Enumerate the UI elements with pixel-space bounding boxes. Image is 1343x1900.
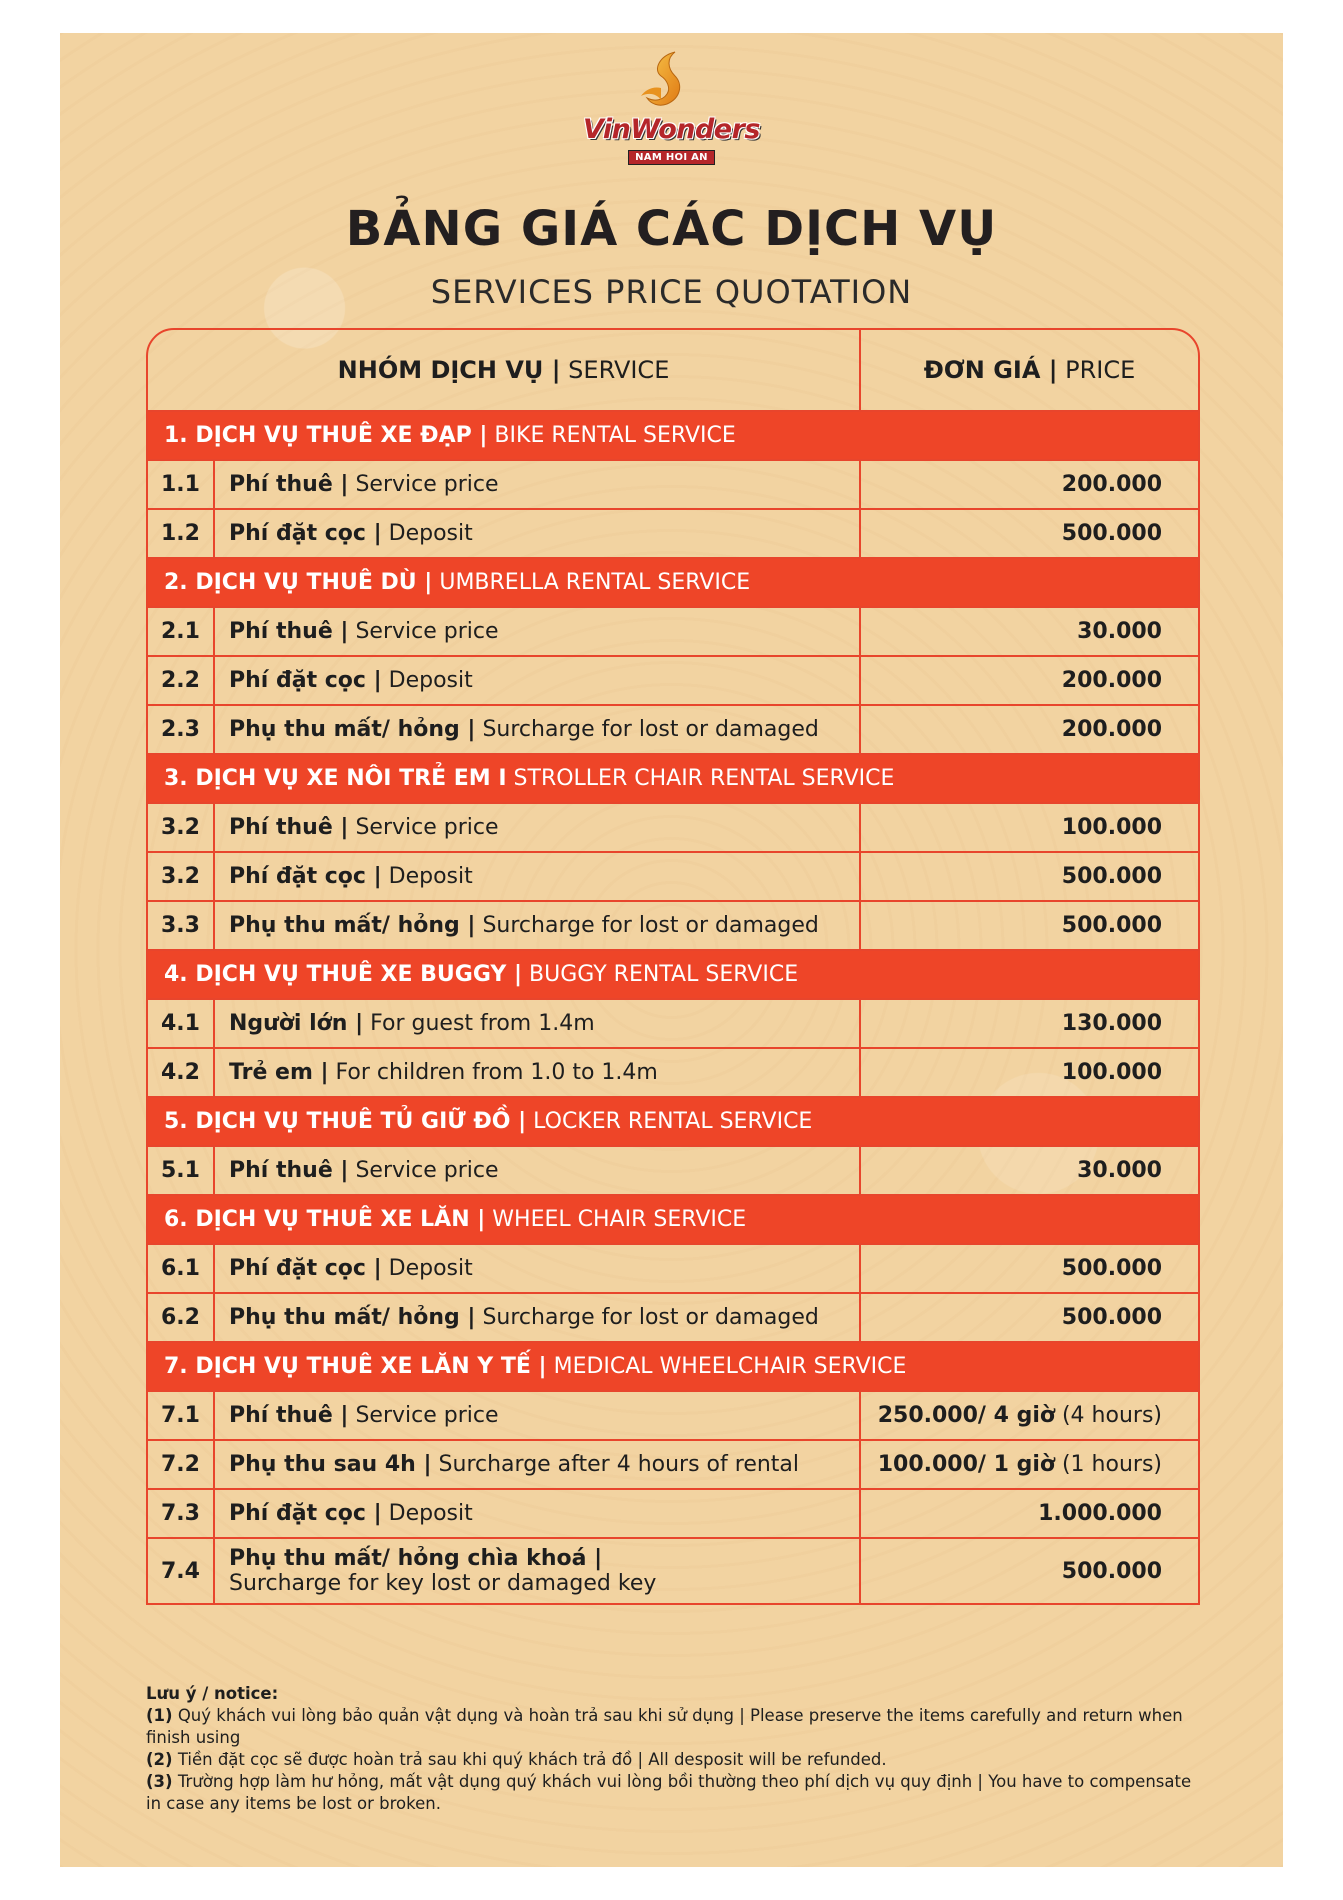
- table-row: [148, 1391, 1198, 1440]
- item-price: 500.000: [860, 1293, 1198, 1342]
- item-name: Phí đặt cọc | Deposit: [214, 509, 860, 558]
- section-title: 4. DỊCH VỤ THUÊ XE BUGGY | BUGGY RENTAL SERVICE: [148, 950, 1198, 999]
- section-header-row: [148, 411, 1198, 460]
- swan-logo-icon: [637, 48, 707, 118]
- section-title: 6. DỊCH VỤ THUÊ XE LĂN | WHEEL CHAIR SERVICE: [148, 1195, 1198, 1244]
- logo-location: NAM HOI AN: [628, 150, 715, 165]
- section-title: 3. DỊCH VỤ XE NÔI TRẺ EM I STROLLER CHAIR RENTAL SERVICE: [148, 754, 1198, 803]
- section-header-row: [148, 950, 1198, 999]
- section-header-row: [148, 754, 1198, 803]
- table-row: [148, 509, 1198, 558]
- item-number: 3.2: [148, 852, 214, 901]
- table-row: [148, 705, 1198, 754]
- table-row: [148, 1440, 1198, 1489]
- page-title: BẢNG GIÁ CÁC DỊCH VỤ: [345, 201, 998, 257]
- item-number: 3.3: [148, 901, 214, 950]
- item-name: Phụ thu sau 4h | Surcharge after 4 hours of rental: [214, 1440, 860, 1489]
- item-name: Phí đặt cọc | Deposit: [214, 852, 860, 901]
- item-number: 2.1: [148, 607, 214, 656]
- vinwonders-logo: [60, 48, 1283, 188]
- item-name: Phí đặt cọc | Deposit: [214, 1244, 860, 1293]
- item-number: 7.2: [148, 1440, 214, 1489]
- price-poster: [60, 33, 1283, 1867]
- item-name: Phí thuê | Service price: [214, 607, 860, 656]
- item-price: 100.000/ 1 giờ (1 hours): [860, 1440, 1198, 1489]
- item-name: Trẻ em | For children from 1.0 to 1.4m: [214, 1048, 860, 1097]
- item-name: Phí thuê | Service price: [214, 460, 860, 509]
- section-header-row: [148, 1097, 1198, 1146]
- item-name: Phụ thu mất/ hỏng chìa khoá | Surcharge for key lost or damaged key: [214, 1538, 860, 1603]
- item-price: 500.000: [860, 509, 1198, 558]
- item-number: 6.1: [148, 1244, 214, 1293]
- item-price: 30.000: [860, 607, 1198, 656]
- section-header-row: [148, 1195, 1198, 1244]
- table-row: [148, 1244, 1198, 1293]
- table-row: [148, 460, 1198, 509]
- item-price: 500.000: [860, 852, 1198, 901]
- table-row: [148, 852, 1198, 901]
- item-name: Phí đặt cọc | Deposit: [214, 1489, 860, 1538]
- item-number: 1.1: [148, 460, 214, 509]
- item-name: Phí đặt cọc | Deposit: [214, 656, 860, 705]
- section-title: 7. DỊCH VỤ THUÊ XE LĂN Y TẾ | MEDICAL WHEELCHAIR SERVICE: [148, 1342, 1198, 1391]
- item-price: 200.000: [860, 705, 1198, 754]
- item-name: Phụ thu mất/ hỏng | Surcharge for lost or damaged: [214, 705, 860, 754]
- table-row: [148, 1489, 1198, 1538]
- item-name: Người lớn | For guest from 1.4m: [214, 999, 860, 1048]
- item-name: Phí thuê | Service price: [214, 1391, 860, 1440]
- item-number: 5.1: [148, 1146, 214, 1195]
- item-price: 500.000: [860, 901, 1198, 950]
- item-name: Phí thuê | Service price: [214, 1146, 860, 1195]
- note-item: (1) Quý khách vui lòng bảo quản vật dụng và hoàn trả sau khi sử dụng | Please preserve the items carefully and return when finish using: [146, 1706, 1183, 1747]
- service-column-header: NHÓM DỊCH VỤ | SERVICE: [148, 330, 860, 411]
- note-item: (2) Tiền đặt cọc sẽ được hoàn trả sau khi quý khách trả đồ | All desposit will be refunded.: [146, 1750, 887, 1769]
- table-row: [148, 803, 1198, 852]
- logo-wordmark: VinWonders: [583, 114, 760, 145]
- item-number: 7.3: [148, 1489, 214, 1538]
- item-price: 1.000.000: [860, 1489, 1198, 1538]
- table-row: [148, 1146, 1198, 1195]
- table-body: [148, 411, 1198, 1603]
- price-table: [148, 330, 1198, 1603]
- item-number: 7.1: [148, 1391, 214, 1440]
- section-header-row: [148, 558, 1198, 607]
- section-title: 5. DỊCH VỤ THUÊ TỦ GIỮ ĐỒ | LOCKER RENTAL SERVICE: [148, 1097, 1198, 1146]
- item-price: 100.000: [860, 1048, 1198, 1097]
- price-table-frame: [146, 328, 1200, 1605]
- table-row: [148, 1048, 1198, 1097]
- item-number: 7.4: [148, 1538, 214, 1603]
- item-name: Phụ thu mất/ hỏng | Surcharge for lost or damaged: [214, 1293, 860, 1342]
- item-price: 130.000: [860, 999, 1198, 1048]
- table-row: [148, 901, 1198, 950]
- table-header-row: [148, 330, 1198, 411]
- section-header-row: [148, 1342, 1198, 1391]
- item-price: 500.000: [860, 1538, 1198, 1603]
- item-name: Phụ thu mất/ hỏng | Surcharge for lost or damaged: [214, 901, 860, 950]
- note-item: (3) Trường hợp làm hư hỏng, mất vật dụng quý khách vui lòng bồi thường theo phí dịch vụ quy định | You have to compensate in case any items be lost or broken.: [146, 1772, 1192, 1813]
- item-price: 30.000: [860, 1146, 1198, 1195]
- item-number: 2.2: [148, 656, 214, 705]
- table-row: [148, 1293, 1198, 1342]
- item-price: 500.000: [860, 1244, 1198, 1293]
- section-title: 1. DỊCH VỤ THUÊ XE ĐẠP | BIKE RENTAL SERVICE: [148, 411, 1198, 460]
- item-price: 200.000: [860, 460, 1198, 509]
- page-subtitle: SERVICES PRICE QUOTATION: [430, 273, 913, 311]
- item-number: 4.1: [148, 999, 214, 1048]
- item-name: Phí thuê | Service price: [214, 803, 860, 852]
- table-row: [148, 1538, 1198, 1603]
- item-price: 250.000/ 4 giờ (4 hours): [860, 1391, 1198, 1440]
- item-number: 3.2: [148, 803, 214, 852]
- item-price: 100.000: [860, 803, 1198, 852]
- item-number: 1.2: [148, 509, 214, 558]
- table-row: [148, 607, 1198, 656]
- item-price: 200.000: [860, 656, 1198, 705]
- table-row: [148, 999, 1198, 1048]
- item-number: 6.2: [148, 1293, 214, 1342]
- item-number: 2.3: [148, 705, 214, 754]
- notes-block: [146, 1683, 1206, 1815]
- price-column-header: ĐƠN GIÁ | PRICE: [860, 330, 1198, 411]
- section-title: 2. DỊCH VỤ THUÊ DÙ | UMBRELLA RENTAL SERVICE: [148, 558, 1198, 607]
- notes-heading: Lưu ý / notice:: [146, 1684, 279, 1703]
- table-row: [148, 656, 1198, 705]
- item-number: 4.2: [148, 1048, 214, 1097]
